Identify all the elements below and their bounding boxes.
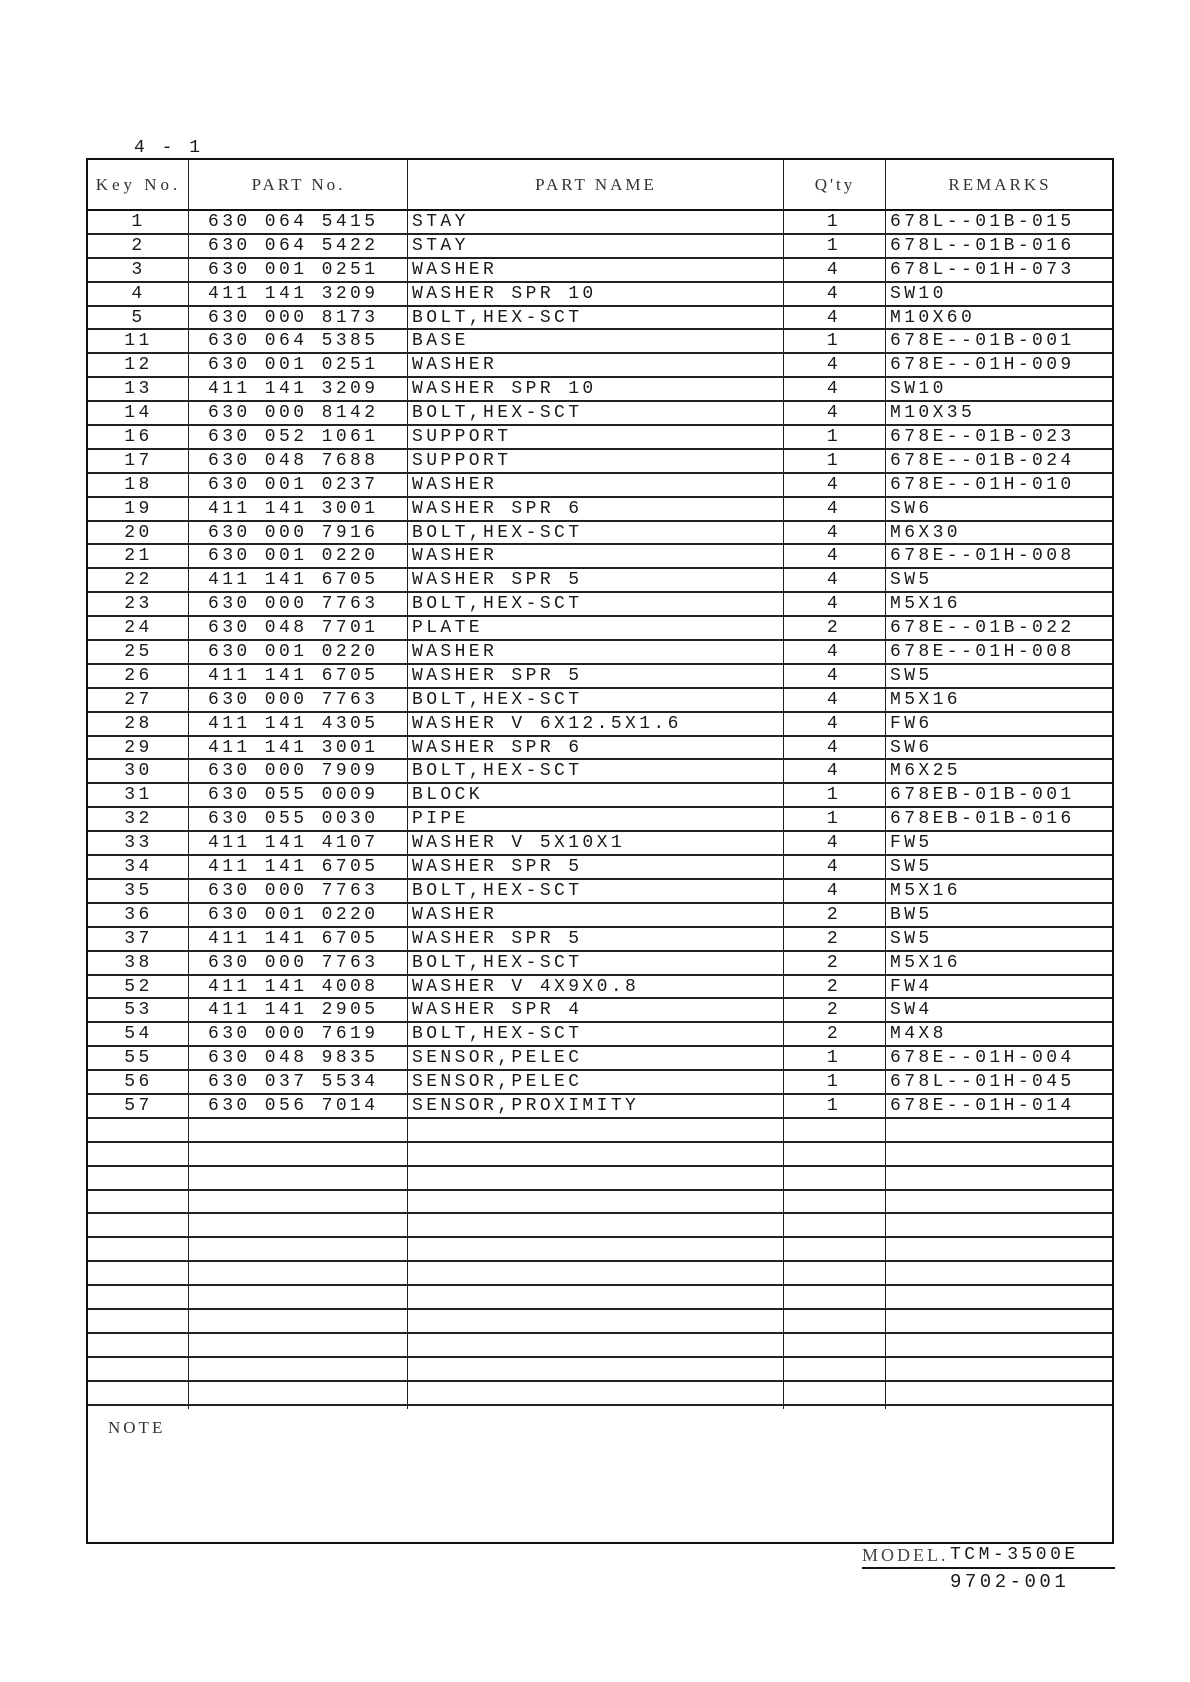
table-row xyxy=(88,856,1112,880)
cell-name: WASHER V 6X12.5X1.6 xyxy=(412,713,682,734)
table-row xyxy=(88,689,1112,713)
cell-name: WASHER SPR 6 xyxy=(412,737,583,758)
cell-remarks: SW5 xyxy=(890,570,933,591)
cell-qty: 1 xyxy=(826,331,842,352)
table-row xyxy=(88,617,1112,641)
header-part-no: PART No. xyxy=(251,175,346,194)
cell-key: 23 xyxy=(124,594,153,615)
table-row xyxy=(88,378,1112,402)
cell-qty: 1 xyxy=(826,1095,842,1116)
cell-remarks: 678EB-01B-016 xyxy=(890,809,1075,830)
cell-name: SUPPORT xyxy=(412,450,512,471)
table-row xyxy=(88,928,1112,952)
cell-qty: 4 xyxy=(826,403,842,424)
cell-name: SENSOR,PELEC xyxy=(412,1072,583,1093)
cell-key: 25 xyxy=(124,642,153,663)
cell-qty: 2 xyxy=(826,618,842,639)
cell-remarks: 678EB-01B-001 xyxy=(890,785,1075,806)
cell-part: 630 055 0009 xyxy=(208,785,379,806)
cell-remarks: 678L--01B-015 xyxy=(890,212,1075,232)
cell-name: BOLT,HEX-SCT xyxy=(412,594,583,615)
cell-remarks: 678E--01B-001 xyxy=(890,331,1075,352)
cell-qty: 1 xyxy=(826,1072,842,1093)
cell-part: 411 141 2905 xyxy=(208,1000,379,1021)
cell-qty: 4 xyxy=(826,283,842,304)
cell-key: 13 xyxy=(124,379,153,400)
cell-part: 411 141 6705 xyxy=(208,857,379,878)
table-row xyxy=(88,307,1112,331)
cell-name: STAY xyxy=(412,212,469,232)
cell-part: 411 141 3001 xyxy=(208,498,379,519)
empty-table-row xyxy=(88,1262,1112,1286)
cell-remarks: 678L--01H-073 xyxy=(890,259,1075,280)
table-row xyxy=(88,999,1112,1023)
table-row xyxy=(88,354,1112,378)
table-row xyxy=(88,737,1112,761)
cell-remarks: 678L--01H-045 xyxy=(890,1072,1075,1093)
cell-name: BOLT,HEX-SCT xyxy=(412,522,583,543)
cell-qty: 2 xyxy=(826,1024,842,1045)
table-row xyxy=(88,283,1112,307)
empty-table-row xyxy=(88,1191,1112,1215)
table-row xyxy=(88,784,1112,808)
cell-part: 411 141 6705 xyxy=(208,570,379,591)
cell-remarks: M5X16 xyxy=(890,594,962,615)
cell-key: 32 xyxy=(124,809,153,830)
cell-name: BOLT,HEX-SCT xyxy=(412,403,583,424)
table-row xyxy=(88,952,1112,976)
cell-remarks: M10X35 xyxy=(890,403,976,424)
cell-part: 630 064 5422 xyxy=(208,235,379,256)
header-part-name: PART NAME xyxy=(535,175,657,194)
empty-table-row xyxy=(88,1238,1112,1262)
document-number: 9702-001 xyxy=(950,1571,1070,1593)
cell-part: 411 141 3209 xyxy=(208,283,379,304)
cell-key: 24 xyxy=(124,618,153,639)
cell-part: 411 141 3209 xyxy=(208,379,379,400)
cell-part: 630 048 7688 xyxy=(208,450,379,471)
cell-part: 411 141 3001 xyxy=(208,737,379,758)
header-qty: Q'ty xyxy=(814,175,856,194)
cell-part: 630 052 1061 xyxy=(208,427,379,448)
cell-key: 4 xyxy=(131,283,146,304)
cell-remarks: 678E--01H-014 xyxy=(890,1095,1075,1116)
cell-name: WASHER xyxy=(412,355,498,376)
cell-part: 411 141 6705 xyxy=(208,928,379,949)
empty-table-row xyxy=(88,1382,1112,1406)
cell-qty: 2 xyxy=(826,928,842,949)
cell-part: 411 141 4305 xyxy=(208,713,379,734)
cell-remarks: SW5 xyxy=(890,665,933,686)
cell-name: WASHER SPR 10 xyxy=(412,283,597,304)
table-row xyxy=(88,1023,1112,1047)
table-row xyxy=(88,426,1112,450)
cell-remarks: M6X25 xyxy=(890,761,962,782)
cell-key: 16 xyxy=(124,427,153,448)
cell-remarks: SW10 xyxy=(890,379,947,400)
cell-remarks: 678L--01B-016 xyxy=(890,235,1075,256)
cell-remarks: BW5 xyxy=(890,904,933,925)
cell-name: WASHER SPR 5 xyxy=(412,857,583,878)
cell-part: 630 000 8173 xyxy=(208,307,379,328)
cell-remarks: SW10 xyxy=(890,283,947,304)
cell-name: WASHER SPR 5 xyxy=(412,570,583,591)
cell-qty: 2 xyxy=(826,976,842,997)
cell-part: 630 048 7701 xyxy=(208,618,379,639)
cell-qty: 4 xyxy=(826,379,842,400)
cell-key: 28 xyxy=(124,713,153,734)
cell-part: 630 000 7763 xyxy=(208,689,379,710)
cell-qty: 4 xyxy=(826,307,842,328)
cell-part: 630 000 7619 xyxy=(208,1024,379,1045)
cell-part: 630 001 0237 xyxy=(208,474,379,495)
model-value: TCM-3500E xyxy=(950,1545,1079,1565)
header-key-no: Key No. xyxy=(95,175,182,194)
cell-key: 26 xyxy=(124,665,153,686)
cell-part: 411 141 4107 xyxy=(208,833,379,854)
cell-remarks: 678E--01H-004 xyxy=(890,1048,1075,1069)
cell-part: 411 141 6705 xyxy=(208,665,379,686)
empty-table-row xyxy=(88,1358,1112,1382)
cell-key: 31 xyxy=(124,785,153,806)
cell-part: 630 001 0251 xyxy=(208,259,379,280)
cell-part: 630 048 9835 xyxy=(208,1048,379,1069)
cell-name: BOLT,HEX-SCT xyxy=(412,1024,583,1045)
model-label: MODEL. xyxy=(862,1545,949,1565)
model-line xyxy=(862,1545,1115,1569)
cell-remarks: FW4 xyxy=(890,976,933,997)
cell-remarks: M4X8 xyxy=(890,1024,947,1045)
cell-key: 55 xyxy=(124,1048,153,1069)
table-header xyxy=(88,160,1112,211)
cell-qty: 4 xyxy=(826,857,842,878)
cell-key: 38 xyxy=(124,952,153,973)
cell-qty: 4 xyxy=(826,259,842,280)
cell-key: 20 xyxy=(124,522,153,543)
cell-key: 22 xyxy=(124,570,153,591)
cell-part: 630 000 7763 xyxy=(208,880,379,901)
cell-qty: 4 xyxy=(826,570,842,591)
table-row xyxy=(88,808,1112,832)
cell-remarks: M6X30 xyxy=(890,522,962,543)
table-row xyxy=(88,641,1112,665)
table-row xyxy=(88,569,1112,593)
cell-part: 630 001 0220 xyxy=(208,642,379,663)
cell-key: 3 xyxy=(131,259,146,280)
cell-part: 630 064 5415 xyxy=(208,212,379,232)
cell-key: 17 xyxy=(124,450,153,471)
cell-key: 18 xyxy=(124,474,153,495)
cell-qty: 4 xyxy=(826,737,842,758)
table-row xyxy=(88,976,1112,1000)
cell-qty: 4 xyxy=(826,880,842,901)
empty-table-row xyxy=(88,1143,1112,1167)
cell-remarks: SW5 xyxy=(890,857,933,878)
table-row xyxy=(88,593,1112,617)
cell-qty: 1 xyxy=(826,212,842,232)
cell-key: 57 xyxy=(124,1095,153,1116)
table-row xyxy=(88,713,1112,737)
cell-name: BOLT,HEX-SCT xyxy=(412,952,583,973)
empty-table-row xyxy=(88,1167,1112,1191)
cell-key: 27 xyxy=(124,689,153,710)
page-number: 4 - 1 xyxy=(134,138,204,158)
cell-remarks: 678E--01B-023 xyxy=(890,427,1075,448)
cell-key: 11 xyxy=(124,331,153,352)
cell-qty: 4 xyxy=(826,355,842,376)
cell-name: BASE xyxy=(412,331,469,352)
cell-remarks: M5X16 xyxy=(890,952,962,973)
cell-qty: 4 xyxy=(826,546,842,567)
cell-remarks: 678E--01H-010 xyxy=(890,474,1075,495)
cell-key: 52 xyxy=(124,976,153,997)
cell-qty: 1 xyxy=(826,809,842,830)
cell-key: 34 xyxy=(124,857,153,878)
cell-qty: 4 xyxy=(826,642,842,663)
cell-name: BOLT,HEX-SCT xyxy=(412,689,583,710)
cell-qty: 1 xyxy=(826,785,842,806)
table-row xyxy=(88,211,1112,235)
table-row xyxy=(88,832,1112,856)
cell-qty: 4 xyxy=(826,474,842,495)
cell-remarks: 678E--01B-024 xyxy=(890,450,1075,471)
table-row xyxy=(88,259,1112,283)
header-remarks: REMARKS xyxy=(948,175,1052,194)
cell-name: BLOCK xyxy=(412,785,484,806)
table-row xyxy=(88,904,1112,928)
cell-qty: 2 xyxy=(826,904,842,925)
cell-qty: 4 xyxy=(826,665,842,686)
cell-key: 33 xyxy=(124,833,153,854)
cell-key: 54 xyxy=(124,1024,153,1045)
cell-name: WASHER xyxy=(412,546,498,567)
cell-name: STAY xyxy=(412,235,469,256)
empty-table-row xyxy=(88,1214,1112,1238)
cell-name: WASHER SPR 10 xyxy=(412,379,597,400)
empty-table-row xyxy=(88,1286,1112,1310)
table-row xyxy=(88,330,1112,354)
cell-name: BOLT,HEX-SCT xyxy=(412,761,583,782)
cell-qty: 4 xyxy=(826,522,842,543)
cell-key: 37 xyxy=(124,928,153,949)
cell-name: WASHER xyxy=(412,259,498,280)
note-label: NOTE xyxy=(108,1418,166,1437)
cell-part: 630 056 7014 xyxy=(208,1095,379,1116)
cell-name: WASHER xyxy=(412,642,498,663)
cell-part: 630 055 0030 xyxy=(208,809,379,830)
table-row xyxy=(88,498,1112,522)
cell-qty: 2 xyxy=(826,1000,842,1021)
cell-name: SENSOR,PROXIMITY xyxy=(412,1095,640,1116)
cell-name: BOLT,HEX-SCT xyxy=(412,307,583,328)
cell-part: 630 000 7916 xyxy=(208,522,379,543)
table-row xyxy=(88,474,1112,498)
cell-remarks: M10X60 xyxy=(890,307,976,328)
cell-key: 2 xyxy=(131,235,146,256)
cell-key: 36 xyxy=(124,904,153,925)
table-body xyxy=(88,211,1112,1406)
cell-remarks: 678E--01H-008 xyxy=(890,642,1075,663)
cell-name: WASHER SPR 5 xyxy=(412,928,583,949)
cell-name: PLATE xyxy=(412,618,484,639)
cell-key: 35 xyxy=(124,880,153,901)
cell-key: 12 xyxy=(124,355,153,376)
table-row xyxy=(88,1071,1112,1095)
cell-qty: 4 xyxy=(826,761,842,782)
table-row xyxy=(88,760,1112,784)
cell-name: WASHER SPR 6 xyxy=(412,498,583,519)
cell-qty: 4 xyxy=(826,594,842,615)
cell-name: SUPPORT xyxy=(412,427,512,448)
cell-remarks: 678E--01B-022 xyxy=(890,618,1075,639)
cell-qty: 4 xyxy=(826,689,842,710)
table-row xyxy=(88,1047,1112,1071)
cell-name: WASHER xyxy=(412,474,498,495)
table-row xyxy=(88,545,1112,569)
cell-key: 53 xyxy=(124,1000,153,1021)
cell-qty: 1 xyxy=(826,1048,842,1069)
cell-name: PIPE xyxy=(412,809,469,830)
empty-table-row xyxy=(88,1334,1112,1358)
cell-remarks: SW5 xyxy=(890,928,933,949)
cell-qty: 4 xyxy=(826,713,842,734)
cell-key: 14 xyxy=(124,403,153,424)
cell-part: 630 064 5385 xyxy=(208,331,379,352)
cell-part: 630 000 7763 xyxy=(208,594,379,615)
cell-qty: 4 xyxy=(826,833,842,854)
cell-key: 21 xyxy=(124,546,153,567)
cell-name: WASHER V 5X10X1 xyxy=(412,833,626,854)
cell-remarks: SW4 xyxy=(890,1000,933,1021)
table-row xyxy=(88,880,1112,904)
cell-remarks: M5X16 xyxy=(890,880,962,901)
table-row xyxy=(88,665,1112,689)
cell-key: 5 xyxy=(131,307,146,328)
cell-name: BOLT,HEX-SCT xyxy=(412,880,583,901)
table-row xyxy=(88,1095,1112,1119)
table-row xyxy=(88,450,1112,474)
cell-part: 411 141 4008 xyxy=(208,976,379,997)
cell-part: 630 037 5534 xyxy=(208,1072,379,1093)
cell-qty: 1 xyxy=(826,427,842,448)
parts-list-table xyxy=(86,158,1114,1544)
cell-key: 19 xyxy=(124,498,153,519)
cell-key: 56 xyxy=(124,1072,153,1093)
cell-part: 630 000 7909 xyxy=(208,761,379,782)
cell-qty: 1 xyxy=(826,235,842,256)
cell-qty: 1 xyxy=(826,450,842,471)
cell-name: WASHER V 4X9X0.8 xyxy=(412,976,640,997)
cell-part: 630 000 7763 xyxy=(208,952,379,973)
cell-part: 630 001 0220 xyxy=(208,904,379,925)
table-row xyxy=(88,522,1112,546)
cell-part: 630 000 8142 xyxy=(208,403,379,424)
table-row xyxy=(88,402,1112,426)
cell-remarks: SW6 xyxy=(890,737,933,758)
cell-part: 630 001 0251 xyxy=(208,355,379,376)
cell-name: WASHER SPR 5 xyxy=(412,665,583,686)
cell-key: 30 xyxy=(124,761,153,782)
cell-remarks: 678E--01H-008 xyxy=(890,546,1075,567)
cell-name: SENSOR,PELEC xyxy=(412,1048,583,1069)
cell-name: WASHER xyxy=(412,904,498,925)
cell-qty: 2 xyxy=(826,952,842,973)
cell-name: WASHER SPR 4 xyxy=(412,1000,583,1021)
cell-remarks: 678E--01H-009 xyxy=(890,355,1075,376)
empty-table-row xyxy=(88,1310,1112,1334)
cell-remarks: FW5 xyxy=(890,833,933,854)
table-row xyxy=(88,235,1112,259)
cell-part: 630 001 0220 xyxy=(208,546,379,567)
cell-remarks: M5X16 xyxy=(890,689,962,710)
cell-remarks: SW6 xyxy=(890,498,933,519)
cell-qty: 4 xyxy=(826,498,842,519)
cell-remarks: FW6 xyxy=(890,713,933,734)
cell-key: 29 xyxy=(124,737,153,758)
cell-key: 1 xyxy=(131,212,146,232)
empty-table-row xyxy=(88,1119,1112,1143)
